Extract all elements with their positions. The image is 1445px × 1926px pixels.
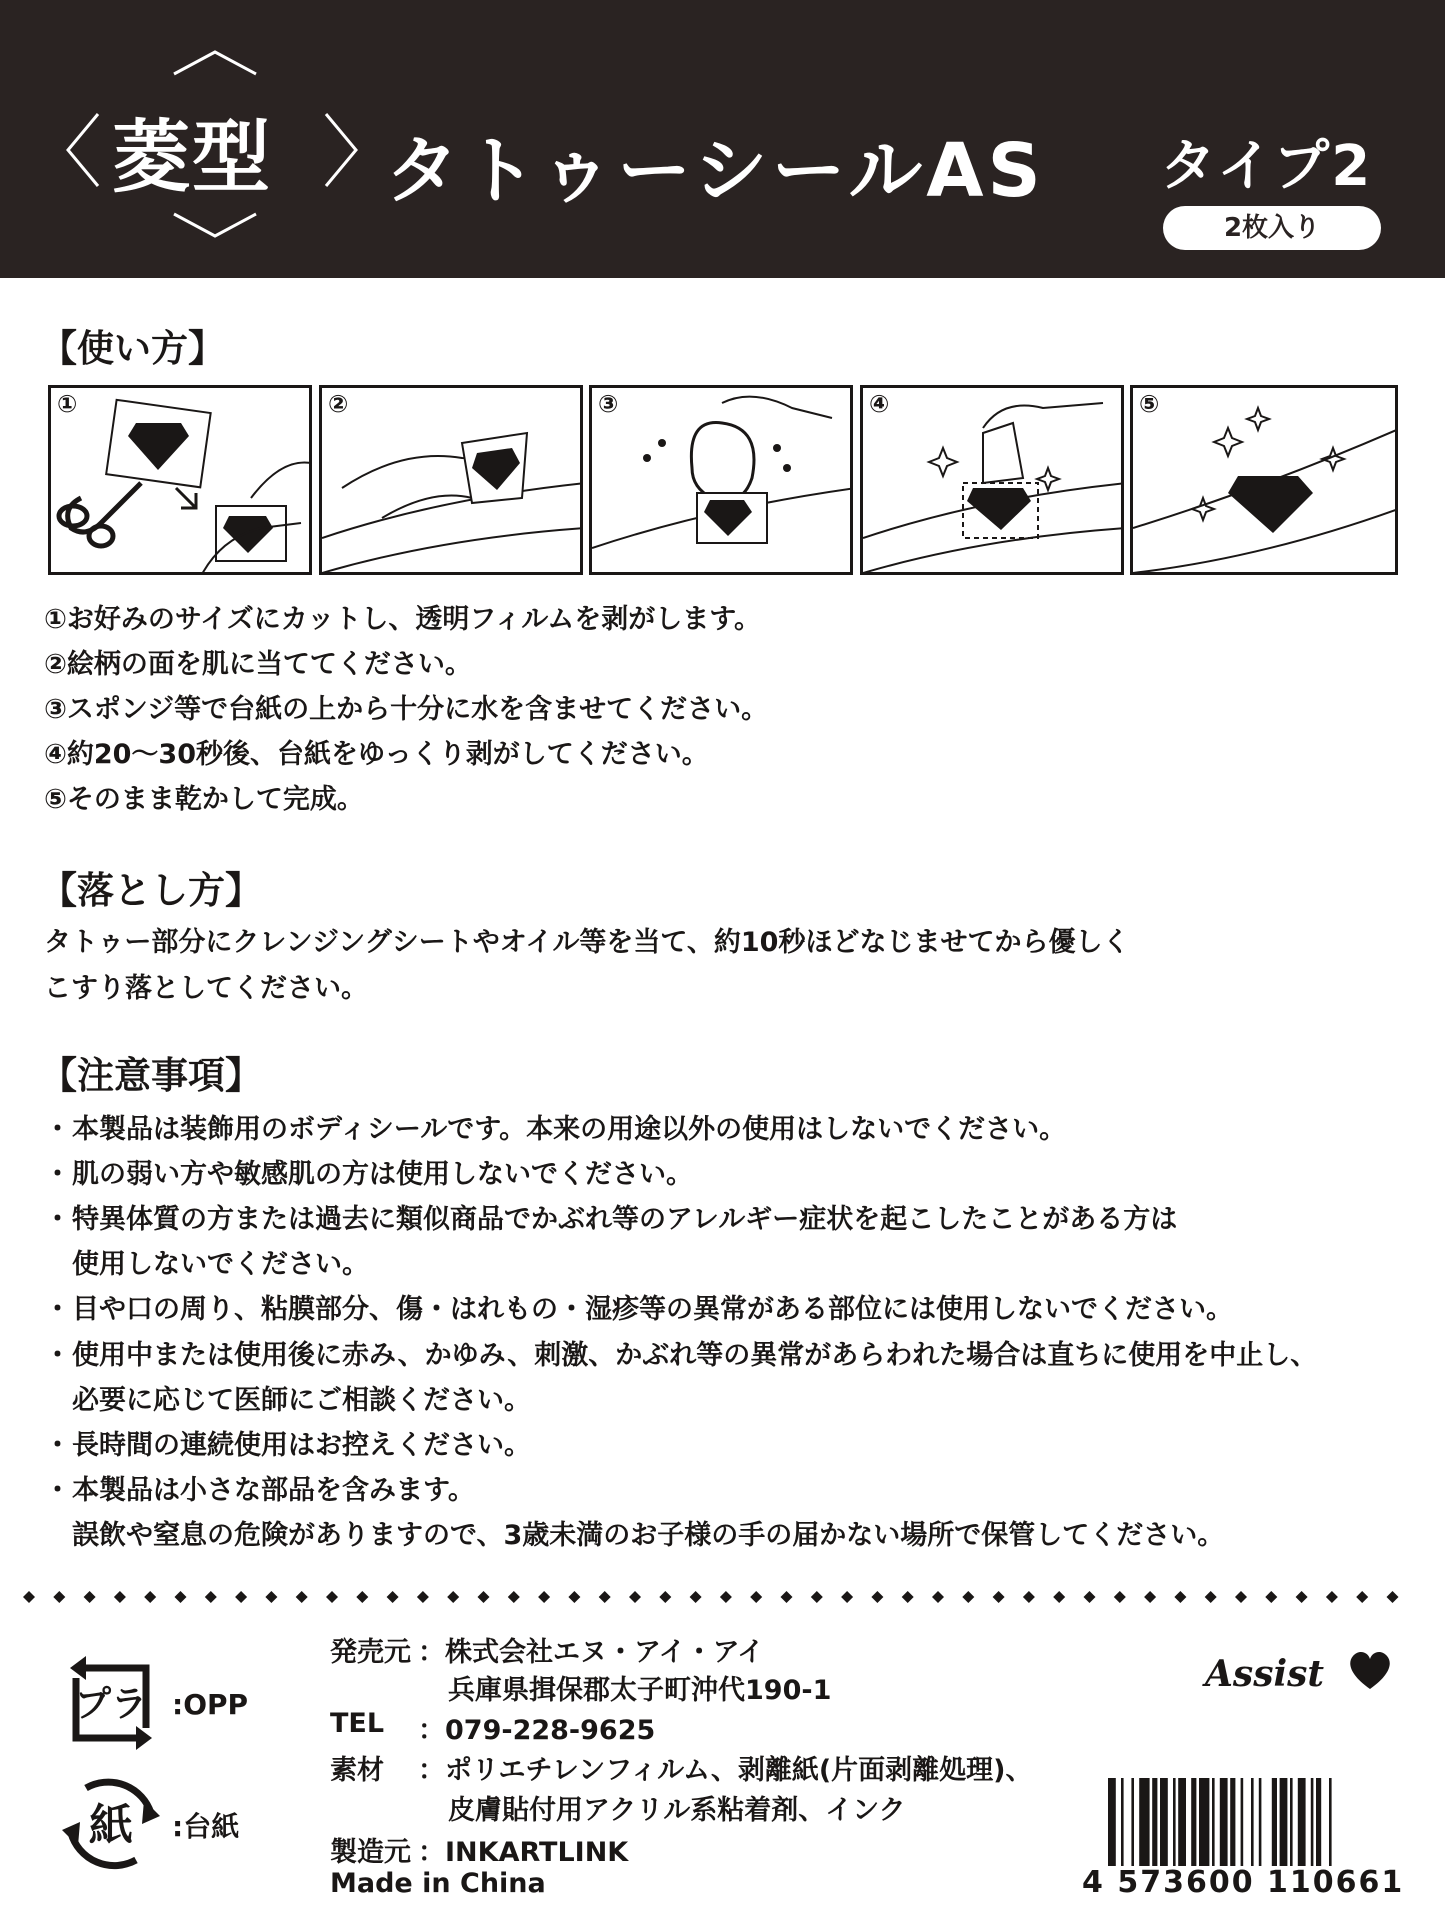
seller-label: 発売元 <box>330 1637 411 1668</box>
caution-item <box>44 1287 1233 1326</box>
divider-diamond <box>811 1591 823 1603</box>
caution-item <box>44 1107 1066 1146</box>
divider-diamond <box>356 1591 368 1603</box>
barcode-bar <box>1191 1778 1196 1866</box>
step-number: ② <box>328 390 349 418</box>
step-5-illustration <box>1130 385 1398 575</box>
material-label: 素材 <box>330 1755 384 1786</box>
peel-backing-image <box>863 388 1124 575</box>
removal-heading: 【落とし方】 <box>40 869 262 912</box>
divider-diamond <box>1205 1591 1217 1603</box>
sponge-water-image <box>592 388 853 575</box>
material-text-2: 皮膚貼付用アクリル系粘着剤、インク <box>448 1795 906 1826</box>
step-1-illustration <box>48 385 312 575</box>
cut-sticker-image <box>51 388 312 575</box>
usage-illustrations <box>48 385 1398 577</box>
chevron-left-icon <box>62 110 102 190</box>
step-2-illustration <box>319 385 583 575</box>
step-number: ③ <box>598 390 619 418</box>
divider-diamond <box>932 1591 944 1603</box>
barcode-bar <box>1131 1778 1134 1866</box>
bullet-mark: ・ <box>44 1159 71 1190</box>
step-3-illustration <box>589 385 853 575</box>
barcode-bar <box>1108 1778 1116 1866</box>
divider-diamond <box>690 1591 702 1603</box>
shape-word: 菱型 <box>112 113 273 203</box>
caution-item <box>44 1197 1177 1236</box>
barcode-bar <box>1199 1778 1209 1866</box>
divider-diamond <box>871 1591 883 1603</box>
caution-text: 長時間の連続使用はお控えください。 <box>72 1430 531 1461</box>
divider-diamond <box>53 1591 65 1603</box>
barcode-bar <box>1121 1778 1124 1866</box>
caution-text: 本製品は装飾用のボディシールです。本来の用途以外の使用はしないでください。 <box>72 1114 1067 1145</box>
barcode-bar <box>1259 1778 1262 1866</box>
step-number: ④ <box>869 390 890 418</box>
caution-item <box>44 1152 693 1191</box>
bullet-mark: ・ <box>44 1204 71 1235</box>
tel-label: TEL <box>330 1708 385 1739</box>
divider-diamond <box>1356 1591 1368 1603</box>
divider-diamond <box>962 1591 974 1603</box>
paper-label: :台紙 <box>172 1810 240 1843</box>
barcode-bar <box>1160 1778 1168 1866</box>
paper-symbol-text: 紙 <box>89 1800 133 1851</box>
tel-number: ：079-228-9625 <box>418 1715 656 1746</box>
divider-diamond <box>326 1591 338 1603</box>
caution-continuation: 誤飲や窒息の危険がありますので、3歳未満のお子様の手の届かない場所で保管してください。 <box>72 1520 1225 1551</box>
material-text-1: ：ポリエチレンフィルム、剥離紙(片面剥離処理)、 <box>418 1755 1033 1786</box>
barcode-bar <box>1316 1778 1321 1866</box>
maker-name: ：INKARTLINK <box>418 1837 629 1868</box>
divider-diamond <box>387 1591 399 1603</box>
divider-diamond <box>781 1591 793 1603</box>
step-number: ⑤ <box>1139 390 1160 418</box>
caution-item <box>44 1423 531 1462</box>
divider-diamond <box>1023 1591 1035 1603</box>
step-number: ① <box>57 390 78 418</box>
divider-diamond <box>114 1591 126 1603</box>
caution-text: 使用中または使用後に赤み、かゆみ、刺激、かぶれ等の異常があらわれた場合は直ちに使用を中止し、 <box>72 1340 1318 1371</box>
bullet-mark: ・ <box>44 1430 71 1461</box>
caution-text: 本製品は小さな部品を含みます。 <box>72 1475 475 1506</box>
divider-diamond <box>84 1591 96 1603</box>
divider-diamond <box>144 1591 156 1603</box>
divider-diamond <box>508 1591 520 1603</box>
divider-diamond <box>235 1591 247 1603</box>
barcode-bar <box>1212 1778 1215 1866</box>
divider-diamond <box>1326 1591 1338 1603</box>
product-title: タトゥーシールAS <box>385 128 1045 214</box>
barcode-bar <box>1230 1778 1235 1866</box>
barcode-bar <box>1173 1778 1176 1866</box>
divider-diamond <box>1084 1591 1096 1603</box>
divider-diamond <box>417 1591 429 1603</box>
divider-diamond <box>1387 1591 1399 1603</box>
pla-label: :OPP <box>172 1688 249 1721</box>
removal-text-2: こすり落としてください。 <box>44 973 368 1004</box>
seller-name: ：株式会社エヌ・アイ・アイ <box>418 1637 765 1668</box>
divider-diamond <box>1265 1591 1277 1603</box>
divider-diamond <box>841 1591 853 1603</box>
barcode-bar <box>1220 1778 1228 1866</box>
divider-diamond <box>629 1591 641 1603</box>
divider-diamond <box>1296 1591 1308 1603</box>
cautions-heading: 【注意事項】 <box>40 1054 262 1097</box>
diamond-divider <box>22 1590 1422 1604</box>
usage-step-5: ⑤そのまま乾かして完成。 <box>44 784 364 815</box>
maker-label: 製造元 <box>330 1837 411 1868</box>
usage-step-4: ④約20～30秒後、台紙をゆっくり剥がしてください。 <box>44 739 709 770</box>
barcode-bar <box>1178 1778 1186 1866</box>
caution-text: 特異体質の方または過去に類似商品でかぶれ等のアレルギー症状を起こしたことがある方は <box>72 1204 1178 1235</box>
origin-text: Made in China <box>330 1868 546 1899</box>
caution-item <box>44 1468 475 1507</box>
caution-item <box>44 1333 1317 1372</box>
barcode-bar <box>1251 1778 1254 1866</box>
barcode-bar <box>1311 1778 1314 1866</box>
bullet-mark: ・ <box>44 1114 71 1145</box>
chevron-up-icon <box>170 48 260 78</box>
barcode-bar <box>1280 1778 1288 1866</box>
bullet-mark: ・ <box>44 1294 71 1325</box>
barcode-bar <box>1290 1778 1293 1866</box>
divider-diamond <box>1174 1591 1186 1603</box>
removal-text-1: タトゥー部分にクレンジングシートやオイル等を当て、約10秒ほどなじませてから優しく <box>44 927 1130 958</box>
divider-diamond <box>447 1591 459 1603</box>
barcode-bar <box>1298 1778 1306 1866</box>
pla-symbol-text: プラ <box>74 1684 148 1725</box>
divider-diamond <box>568 1591 580 1603</box>
apply-sticker-image <box>322 388 583 575</box>
barcode-bar <box>1272 1778 1277 1866</box>
divider-diamond <box>23 1591 35 1603</box>
divider-diamond <box>1053 1591 1065 1603</box>
header-banner <box>0 0 1445 278</box>
heart-icon <box>1345 1647 1395 1693</box>
divider-diamond <box>750 1591 762 1603</box>
step-4-illustration <box>860 385 1124 575</box>
divider-diamond <box>1114 1591 1126 1603</box>
divider-diamond <box>265 1591 277 1603</box>
count-badge: 2枚入り <box>1163 206 1381 250</box>
pla-recycle-icon <box>56 1648 166 1758</box>
caution-continuation: 使用しないでください。 <box>72 1249 369 1280</box>
brand-logo <box>1205 1645 1405 1705</box>
caution-continuation: 必要に応じて医師にご相談ください。 <box>72 1385 531 1416</box>
divider-diamond <box>175 1591 187 1603</box>
divider-diamond <box>599 1591 611 1603</box>
caution-text: 肌の弱い方や敏感肌の方は使用しないでください。 <box>72 1159 693 1190</box>
bullet-mark: ・ <box>44 1475 71 1506</box>
divider-diamond <box>993 1591 1005 1603</box>
finished-tattoo-image <box>1133 388 1398 575</box>
paper-recycle-icon <box>56 1768 166 1878</box>
divider-diamond <box>478 1591 490 1603</box>
barcode-bar <box>1139 1778 1149 1866</box>
divider-diamond <box>296 1591 308 1603</box>
type-label: タイプ2 <box>1160 134 1373 199</box>
divider-diamond <box>1235 1591 1247 1603</box>
divider-diamond <box>720 1591 732 1603</box>
chevron-right-icon <box>322 110 362 190</box>
seller-address: 兵庫県揖保郡太子町沖代190-1 <box>448 1675 832 1706</box>
chevron-down-icon <box>170 210 260 240</box>
barcode-bar <box>1241 1778 1244 1866</box>
barcode-bar <box>1329 1778 1332 1866</box>
divider-diamond <box>1144 1591 1156 1603</box>
barcode-bar <box>1152 1778 1157 1866</box>
caution-text: 目や口の周り、粘膜部分、傷・はれもの・湿疹等の異常がある部位には使用しないでください。 <box>72 1294 1233 1325</box>
divider-diamond <box>205 1591 217 1603</box>
usage-step-1: ①お好みのサイズにカットし、透明フィルムを剥がします。 <box>44 604 762 635</box>
barcode-number: 4 573600 110661 <box>1082 1865 1405 1900</box>
brand-logo-text: Assist <box>1205 1653 1325 1695</box>
usage-heading: 【使い方】 <box>40 327 225 370</box>
divider-diamond <box>659 1591 671 1603</box>
usage-step-2: ②絵柄の面を肌に当ててください。 <box>44 649 472 680</box>
bullet-mark: ・ <box>44 1340 71 1371</box>
divider-diamond <box>902 1591 914 1603</box>
divider-diamond <box>538 1591 550 1603</box>
usage-step-3: ③スポンジ等で台紙の上から十分に水を含ませてください。 <box>44 694 769 725</box>
